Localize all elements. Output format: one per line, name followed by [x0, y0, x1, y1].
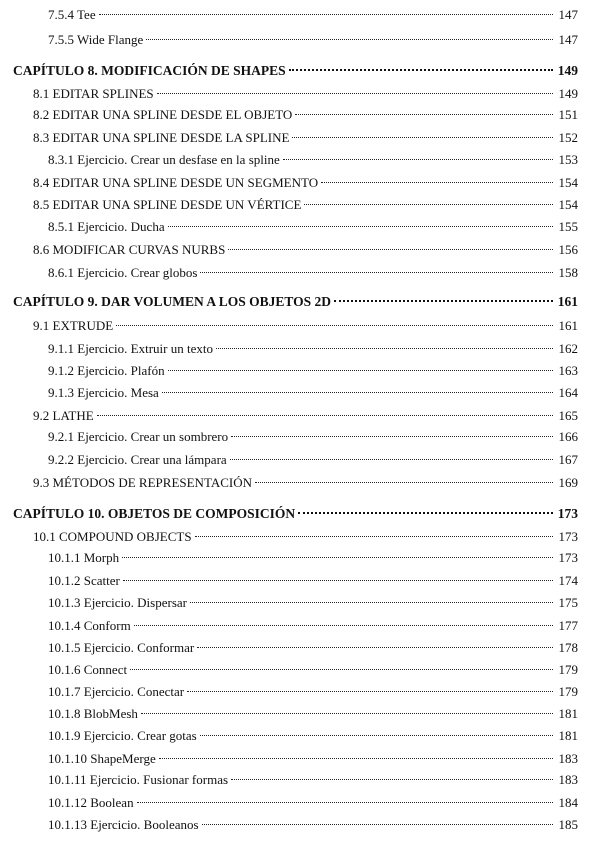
dot-leader: [162, 392, 553, 393]
toc-entry-page-number: 173: [557, 506, 578, 521]
dot-leader: [334, 300, 553, 302]
toc-entry: [33, 528, 578, 546]
toc-entry: [48, 727, 578, 745]
toc-entry: [48, 617, 578, 635]
toc-entry-page-number: 156: [558, 242, 578, 257]
dot-leader: [137, 802, 553, 803]
toc-entry-page-number: 175: [558, 595, 578, 610]
toc-entry-page-number: 161: [557, 294, 578, 309]
dot-leader: [197, 647, 553, 648]
toc-entry-page-number: 179: [558, 684, 578, 699]
toc-entry: [48, 572, 578, 590]
dot-leader: [146, 39, 553, 40]
dot-leader: [228, 249, 553, 250]
toc-entry: [48, 218, 578, 236]
dot-leader: [168, 226, 553, 227]
toc-entry-title: 8.3.1 Ejercicio. Crear un desfase en la spline: [48, 152, 280, 167]
toc-entry: [48, 384, 578, 402]
toc-entry-title: 9.1 EXTRUDE: [33, 318, 114, 333]
toc-entry: [48, 639, 578, 657]
dot-leader: [216, 348, 553, 349]
toc-entry-title: 10.1.5 Ejercicio. Conformar: [48, 640, 195, 655]
toc-entry: [48, 31, 578, 49]
toc-entry-title: 9.2 LATHE: [33, 408, 94, 423]
toc-entry-title: 10.1.1 Morph: [48, 550, 120, 565]
toc-entry: [33, 196, 578, 214]
toc-entry-page-number: 149: [558, 86, 578, 101]
toc-entry: [13, 505, 578, 523]
toc-entry-page-number: 158: [558, 265, 578, 280]
dot-leader: [230, 459, 553, 460]
toc-entry: [48, 661, 578, 679]
toc-entry-page-number: 154: [558, 197, 578, 212]
toc-entry: [33, 317, 578, 335]
toc-entry-title: 10.1.9 Ejercicio. Crear gotas: [48, 728, 197, 743]
dot-leader: [122, 557, 553, 558]
toc-entry: [48, 794, 578, 812]
toc-entry-title: 8.2 EDITAR UNA SPLINE DESDE EL OBJETO: [33, 107, 293, 122]
toc-entry-title: 9.3 MÉTODOS DE REPRESENTACIÓN: [33, 475, 253, 490]
toc-entry-title: 9.2.2 Ejercicio. Crear una lámpara: [48, 452, 227, 467]
toc-entry-title: 8.5.1 Ejercicio. Ducha: [48, 219, 165, 234]
toc-entry-title: CAPÍTULO 8. MODIFICACIÓN DE SHAPES: [13, 63, 286, 78]
toc-entry-title: 9.1.2 Ejercicio. Plafón: [48, 363, 165, 378]
toc-entry-page-number: 177: [558, 618, 578, 633]
toc-entry-page-number: 173: [558, 529, 578, 544]
toc-entry-title: 10.1.2 Scatter: [48, 573, 120, 588]
dot-leader: [289, 69, 553, 71]
dot-leader: [123, 580, 553, 581]
dot-leader: [134, 625, 553, 626]
dot-leader: [116, 325, 553, 326]
toc-entry-page-number: 179: [558, 662, 578, 677]
dot-leader: [298, 512, 553, 514]
dot-leader: [200, 272, 553, 273]
toc-entry-page-number: 161: [558, 318, 578, 333]
toc-entry: [13, 293, 578, 311]
dot-leader: [295, 114, 553, 115]
dot-leader: [99, 14, 553, 15]
toc-entry: [33, 106, 578, 124]
dot-leader: [231, 436, 553, 437]
toc-entry-page-number: 152: [558, 130, 578, 145]
toc-entry-page-number: 149: [557, 63, 578, 78]
toc-entry-page-number: 151: [558, 107, 578, 122]
dot-leader: [157, 93, 553, 94]
dot-leader: [141, 713, 553, 714]
toc-entry: [33, 129, 578, 147]
toc-entry-title: 10.1.6 Connect: [48, 662, 128, 677]
toc-entry-page-number: 147: [558, 32, 578, 47]
toc-entry-page-number: 166: [558, 429, 578, 444]
toc-entry: [48, 594, 578, 612]
toc-entry-title: 10.1.8 BlobMesh: [48, 706, 138, 721]
toc-entry-page-number: 153: [558, 152, 578, 167]
toc-entry-page-number: 181: [558, 728, 578, 743]
toc-entry-title: 8.3 EDITAR UNA SPLINE DESDE LA SPLINE: [33, 130, 290, 145]
toc-entry: [48, 340, 578, 358]
toc-entry-page-number: 173: [558, 550, 578, 565]
toc-entry: [48, 683, 578, 701]
toc-entry-title: 10.1.12 Boolean: [48, 795, 134, 810]
toc-entry-page-number: 184: [558, 795, 578, 810]
dot-leader: [200, 735, 553, 736]
toc-entry-page-number: 154: [558, 175, 578, 190]
toc-entry-page-number: 183: [558, 751, 578, 766]
toc-entry: [48, 750, 578, 768]
dot-leader: [159, 758, 553, 759]
toc-entry: [33, 474, 578, 492]
toc-entry-title: 8.6.1 Ejercicio. Crear globos: [48, 265, 198, 280]
toc-entry: [33, 85, 578, 103]
toc-entry: [48, 451, 578, 469]
dot-leader: [190, 602, 553, 603]
toc-entry: [33, 241, 578, 259]
toc-entry-page-number: 165: [558, 408, 578, 423]
toc-entry-title: 10.1.4 Conform: [48, 618, 131, 633]
toc-entry-page-number: 167: [558, 452, 578, 467]
toc-entry: [48, 549, 578, 567]
toc-entry-title: 9.1.3 Ejercicio. Mesa: [48, 385, 159, 400]
toc-entry-title: 10.1.10 ShapeMerge: [48, 751, 156, 766]
toc-entry: [48, 771, 578, 789]
toc-entry-page-number: 185: [558, 817, 578, 832]
toc-entry-title: 8.5 EDITAR UNA SPLINE DESDE UN VÉRTICE: [33, 197, 302, 212]
dot-leader: [304, 204, 553, 205]
dot-leader: [195, 536, 553, 537]
dot-leader: [255, 482, 553, 483]
toc-entry-title: 10.1.11 Ejercicio. Fusionar formas: [48, 772, 229, 787]
toc-entry-page-number: 162: [558, 341, 578, 356]
toc-entry-page-number: 178: [558, 640, 578, 655]
dot-leader: [283, 159, 553, 160]
toc-entry-title: 9.1.1 Ejercicio. Extruir un texto: [48, 341, 213, 356]
toc-entry-page-number: 163: [558, 363, 578, 378]
toc-entry-title: 10.1.3 Ejercicio. Dispersar: [48, 595, 187, 610]
toc-entry-title: 8.4 EDITAR UNA SPLINE DESDE UN SEGMENTO: [33, 175, 319, 190]
toc-entry-page-number: 169: [558, 475, 578, 490]
toc-entry: [48, 6, 578, 24]
dot-leader: [231, 779, 553, 780]
toc-entry-title: 7.5.5 Wide Flange: [48, 32, 144, 47]
toc-entry: [48, 816, 578, 834]
dot-leader: [187, 691, 553, 692]
toc-entry-title: 9.2.1 Ejercicio. Crear un sombrero: [48, 429, 229, 444]
toc-entry-page-number: 155: [558, 219, 578, 234]
toc-entry: [48, 428, 578, 446]
toc-entry: [48, 264, 578, 282]
dot-leader: [321, 182, 553, 183]
dot-leader: [202, 824, 553, 825]
toc-entry: [13, 62, 578, 80]
toc-entry-page-number: 174: [558, 573, 578, 588]
toc-entry: [48, 705, 578, 723]
dot-leader: [292, 137, 553, 138]
toc-entry-title: 10.1 COMPOUND OBJECTS: [33, 529, 192, 544]
toc-entry-title: 8.1 EDITAR SPLINES: [33, 86, 154, 101]
toc-entry: [33, 174, 578, 192]
toc-entry-title: CAPÍTULO 9. DAR VOLUMEN A LOS OBJETOS 2D: [13, 294, 332, 309]
toc-entry: [33, 407, 578, 425]
toc-entry-title: 10.1.7 Ejercicio. Conectar: [48, 684, 185, 699]
toc-entry-title: 10.1.13 Ejercicio. Booleanos: [48, 817, 199, 832]
dot-leader: [168, 370, 553, 371]
dot-leader: [97, 415, 553, 416]
toc-entry-page-number: 181: [558, 706, 578, 721]
toc-entry-page-number: 147: [558, 7, 578, 22]
toc-entry-title: 8.6 MODIFICAR CURVAS NURBS: [33, 242, 226, 257]
dot-leader: [130, 669, 553, 670]
toc-entry: [48, 151, 578, 169]
toc-entry: [48, 362, 578, 380]
toc-entry-title: 7.5.4 Tee: [48, 7, 96, 22]
toc-entry-page-number: 164: [558, 385, 578, 400]
toc-entry-title: CAPÍTULO 10. OBJETOS DE COMPOSICIÓN: [13, 506, 296, 521]
toc-entry-page-number: 183: [558, 772, 578, 787]
